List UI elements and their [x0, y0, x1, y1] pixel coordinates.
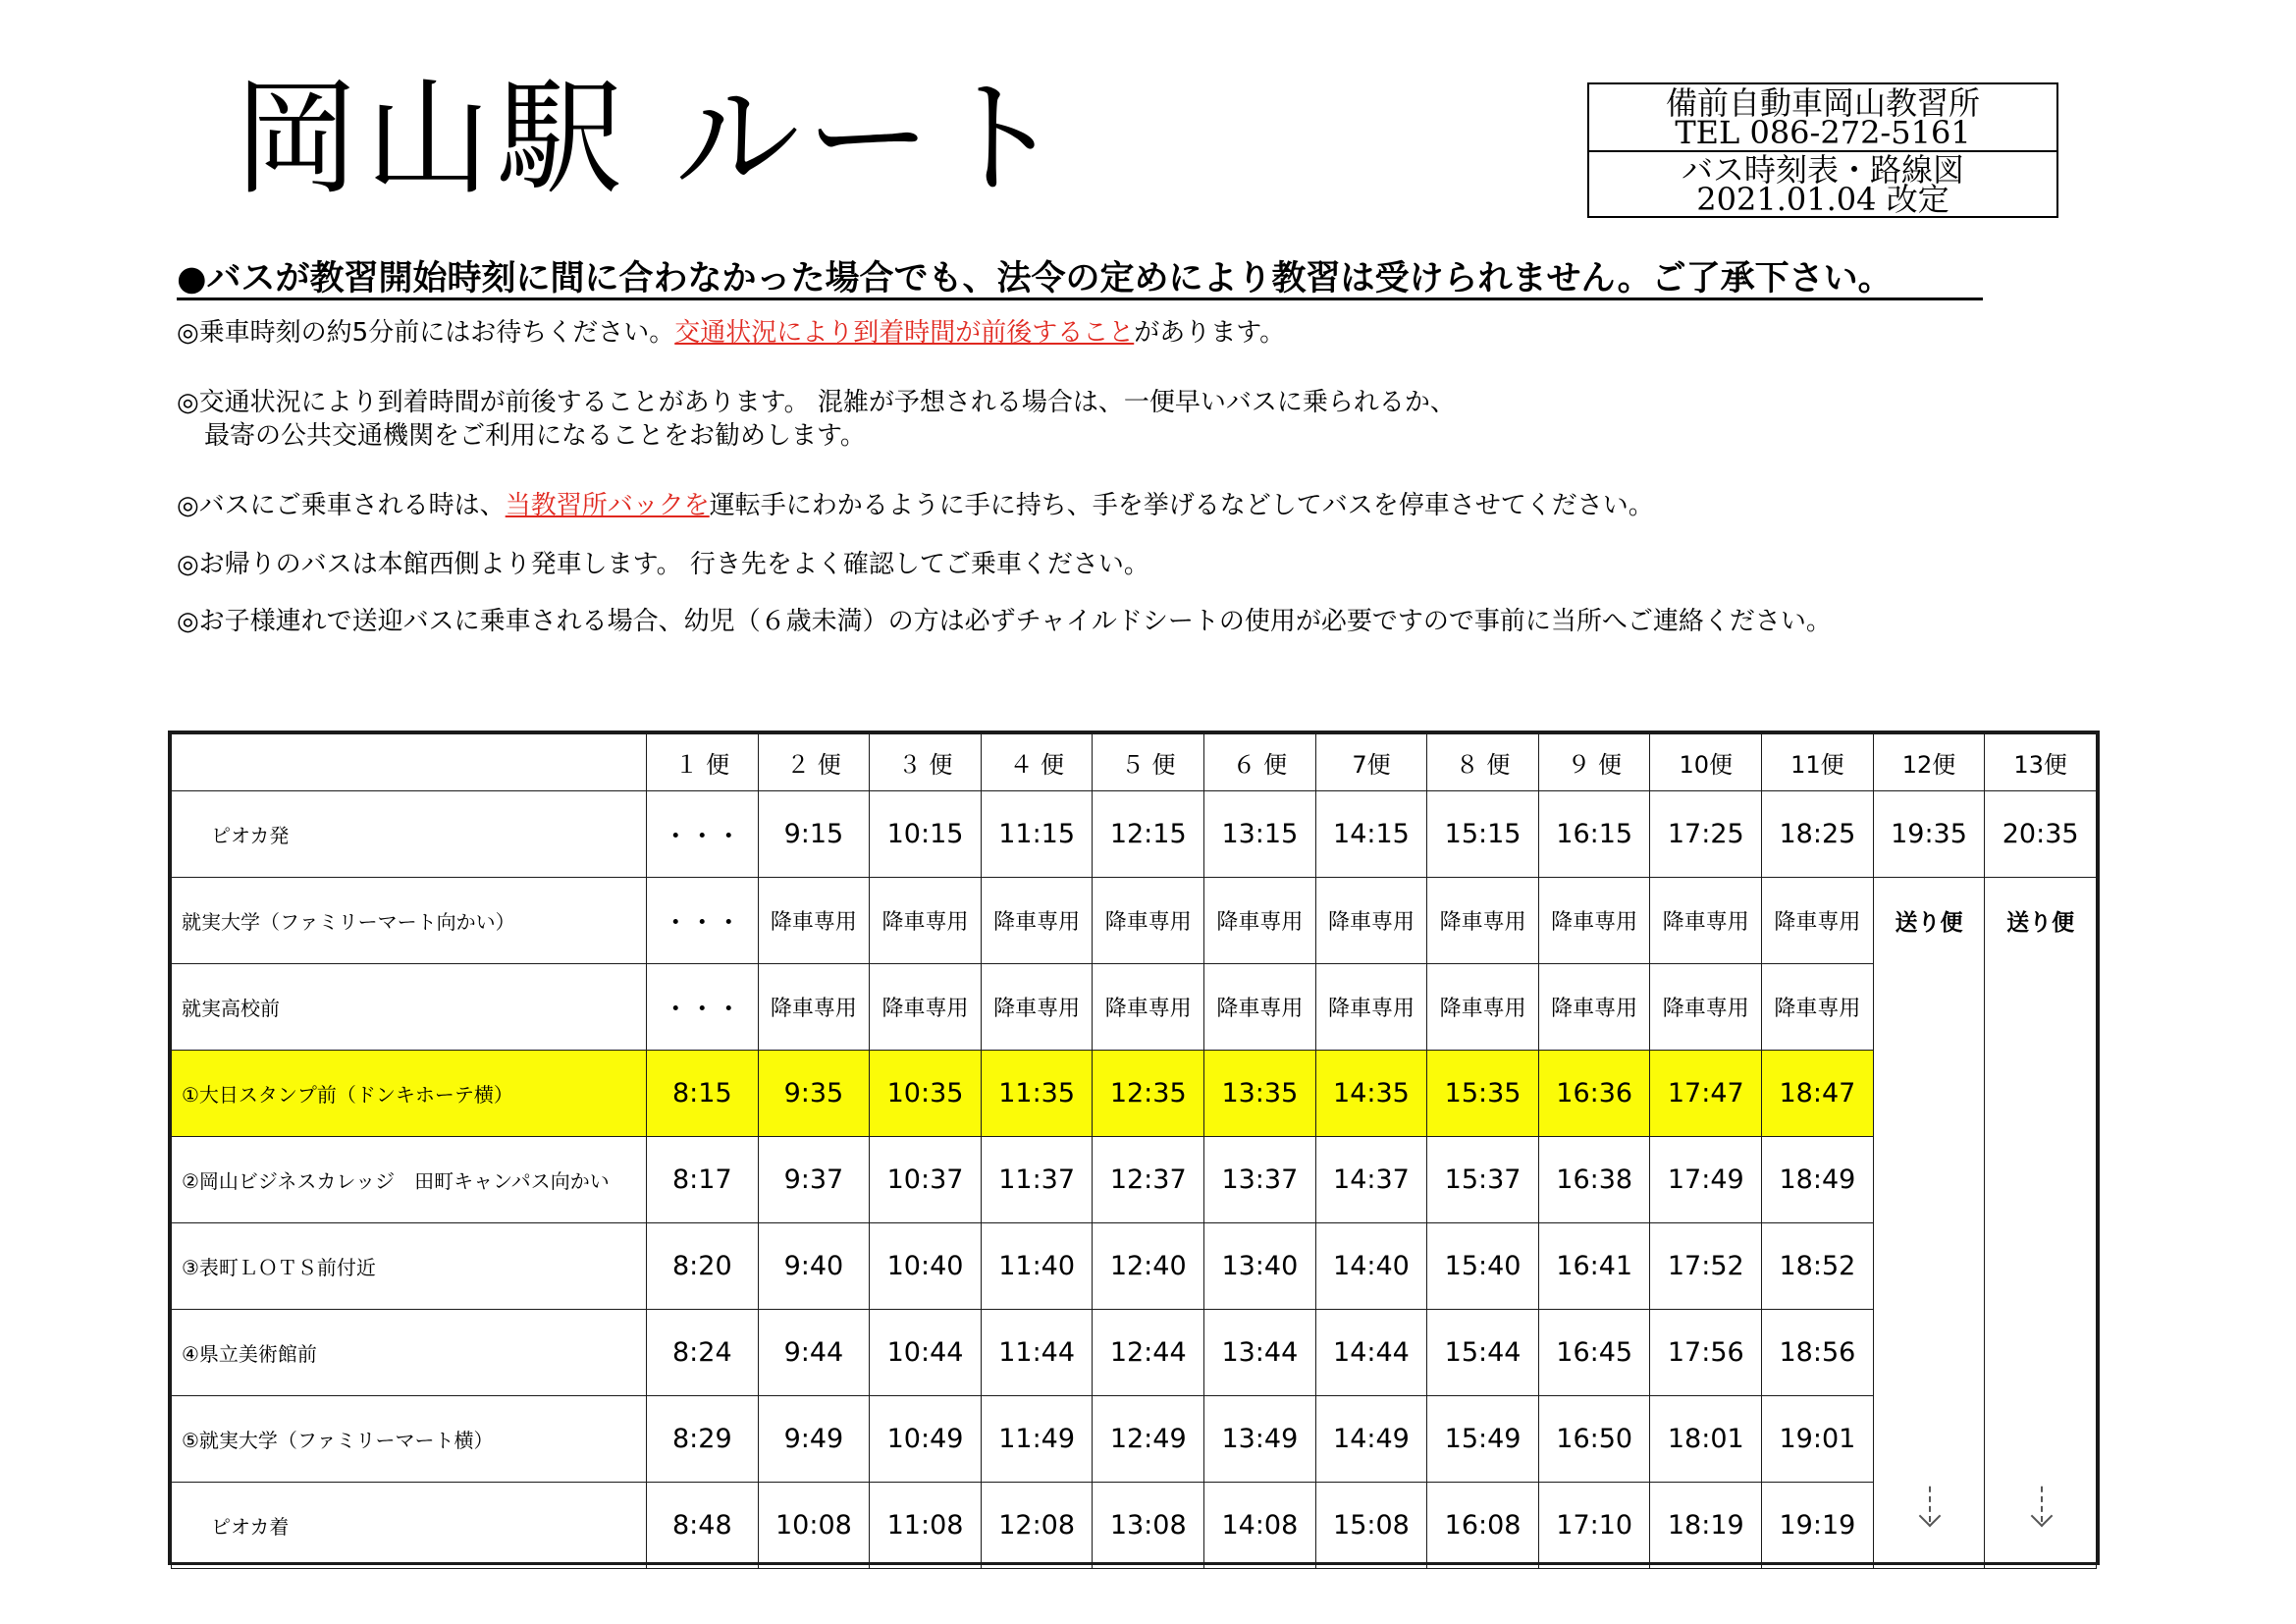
time-cell: 12:44	[1093, 1310, 1204, 1396]
time-cell: 10:40	[870, 1223, 982, 1310]
timetable	[168, 731, 2100, 1565]
main-notice: ●バスが教習開始時刻に間に合わなかった場合でも、法令の定めにより教習は受けられません。ご了承下さい。	[177, 259, 1893, 298]
time-cell: 降車専用	[1315, 878, 1427, 964]
time-cell: 18:49	[1762, 1137, 1874, 1223]
time-cell: 16:36	[1538, 1051, 1650, 1137]
send-off-label: 送り便	[1985, 878, 2097, 964]
time-cell: 12:08	[981, 1483, 1093, 1569]
time-cell: 18:19	[1650, 1483, 1762, 1569]
time-cell: 降車専用	[1427, 878, 1539, 964]
time-cell: 15:08	[1315, 1483, 1427, 1569]
header-trip: 7便	[1315, 734, 1427, 791]
time-cell: 8:29	[647, 1396, 759, 1483]
time-cell: 降車専用	[1204, 964, 1316, 1051]
time-cell: 14:15	[1315, 791, 1427, 878]
time-cell: 20:35	[1985, 791, 2097, 878]
time-cell: 10:37	[870, 1137, 982, 1223]
note-arrival-post: があります。	[1134, 318, 1286, 348]
time-cell: 8:24	[647, 1310, 759, 1396]
time-cell: ・・・	[647, 964, 759, 1051]
note-traffic	[177, 386, 1456, 453]
time-cell: 10:15	[870, 791, 982, 878]
time-cell: 降車専用	[1650, 964, 1762, 1051]
school-name: 備前自動車岡山教習所	[1665, 84, 1980, 122]
header-trip: 10便	[1650, 734, 1762, 791]
stop-name: 就実大学（ファミリーマート向かい）	[172, 878, 647, 964]
time-cell: 9:44	[758, 1310, 870, 1396]
time-cell: 16:45	[1538, 1310, 1650, 1396]
time-cell: 15:37	[1427, 1137, 1539, 1223]
header-trip: ２ 便	[758, 734, 870, 791]
empty-cell	[1985, 1137, 2097, 1223]
time-cell: 19:35	[1873, 791, 1985, 878]
stop-name: ④県立美術館前	[172, 1310, 647, 1396]
time-cell: 13:49	[1204, 1396, 1316, 1483]
time-cell: 降車専用	[758, 878, 870, 964]
timetable-row	[172, 791, 2097, 878]
time-cell: 降車専用	[870, 964, 982, 1051]
time-cell: 16:08	[1427, 1483, 1539, 1569]
time-cell: 16:50	[1538, 1396, 1650, 1483]
time-cell: 8:17	[647, 1137, 759, 1223]
time-cell: 16:15	[1538, 791, 1650, 878]
note-boarding-post: 運転手にわかるように手に持ち、手を挙げるなどしてバスを停車させてください。	[709, 491, 1654, 520]
time-cell: 14:08	[1204, 1483, 1316, 1569]
time-cell: 14:44	[1315, 1310, 1427, 1396]
empty-cell	[1873, 1051, 1985, 1137]
time-cell: 12:40	[1093, 1223, 1204, 1310]
empty-cell	[1985, 1051, 2097, 1137]
time-cell: 18:52	[1762, 1223, 1874, 1310]
stop-name: 就実高校前	[172, 964, 647, 1051]
time-cell: 15:35	[1427, 1051, 1539, 1137]
time-cell: 13:08	[1093, 1483, 1204, 1569]
note-return-bus: ◎お帰りのバスは本館西側より発車します。 行き先をよく確認してご乗車ください。	[177, 550, 1149, 579]
time-cell: 降車専用	[1762, 964, 1874, 1051]
time-cell: ・・・	[647, 791, 759, 878]
timetable-row	[172, 1310, 2097, 1396]
down-arrow-icon	[2041, 1483, 2043, 1523]
timetable-row-highlighted	[172, 1051, 2097, 1137]
send-off-arrow-cell	[1873, 1483, 1985, 1569]
time-cell: 降車専用	[1650, 878, 1762, 964]
stop-name: ③表町ＬＯＴＳ前付近	[172, 1223, 647, 1310]
time-cell: 9:37	[758, 1137, 870, 1223]
send-off-arrow-cell	[1985, 1483, 2097, 1569]
time-cell: 11:08	[870, 1483, 982, 1569]
header-trip: ３ 便	[870, 734, 982, 791]
time-cell: 降車専用	[1538, 878, 1650, 964]
time-cell: 19:19	[1762, 1483, 1874, 1569]
time-cell: 17:25	[1650, 791, 1762, 878]
time-cell: 14:40	[1315, 1223, 1427, 1310]
time-cell: 15:49	[1427, 1396, 1539, 1483]
note-boarding	[177, 489, 1654, 522]
header-trip: 11便	[1762, 734, 1874, 791]
time-cell: 降車専用	[1093, 964, 1204, 1051]
note-arrival	[177, 316, 1285, 350]
empty-cell	[1873, 1396, 1985, 1483]
time-cell: 降車専用	[870, 878, 982, 964]
header-trip: ６ 便	[1204, 734, 1316, 791]
empty-cell	[1873, 1137, 1985, 1223]
empty-cell	[1873, 964, 1985, 1051]
time-cell: ・・・	[647, 878, 759, 964]
empty-cell	[1985, 1396, 2097, 1483]
timetable-row	[172, 1137, 2097, 1223]
header-trip: 12便	[1873, 734, 1985, 791]
note-traffic-line2: 最寄の公共交通機関をご利用になることをお勧めします。	[204, 421, 866, 451]
timetable-header-row	[172, 734, 2097, 791]
time-cell: 17:10	[1538, 1483, 1650, 1569]
timetable-row	[172, 1396, 2097, 1483]
time-cell: 8:15	[647, 1051, 759, 1137]
time-cell: 17:49	[1650, 1137, 1762, 1223]
time-cell: 13:44	[1204, 1310, 1316, 1396]
empty-cell	[1985, 1310, 2097, 1396]
time-cell: 17:56	[1650, 1310, 1762, 1396]
time-cell: 11:35	[981, 1051, 1093, 1137]
empty-cell	[1873, 1310, 1985, 1396]
empty-cell	[1985, 964, 2097, 1051]
time-cell: 降車専用	[1538, 964, 1650, 1051]
time-cell: 18:25	[1762, 791, 1874, 878]
empty-cell	[1873, 1223, 1985, 1310]
time-cell: 8:48	[647, 1483, 759, 1569]
stop-name: ピオカ着	[172, 1483, 647, 1569]
note-traffic-line1: ◎交通状況により到着時間が前後することがあります。 混雑が予想される場合は、一便早いバスに乗られるか、	[177, 388, 1456, 417]
school-phone: TEL 086-272-5161	[1675, 114, 1971, 151]
time-cell: 15:40	[1427, 1223, 1539, 1310]
time-cell: 9:35	[758, 1051, 870, 1137]
header-trip: １ 便	[647, 734, 759, 791]
time-cell: 11:40	[981, 1223, 1093, 1310]
header-corner	[172, 734, 647, 791]
time-cell: 16:38	[1538, 1137, 1650, 1223]
time-cell: 14:35	[1315, 1051, 1427, 1137]
time-cell: 9:15	[758, 791, 870, 878]
school-info-box	[1587, 82, 2058, 218]
header-trip: ９ 便	[1538, 734, 1650, 791]
time-cell: 10:35	[870, 1051, 982, 1137]
header-trip: ４ 便	[981, 734, 1093, 791]
down-arrow-icon	[1929, 1483, 1931, 1523]
time-cell: 15:15	[1427, 791, 1539, 878]
note-boarding-pre: ◎バスにご乗車される時は、	[177, 491, 506, 520]
time-cell: 14:49	[1315, 1396, 1427, 1483]
time-cell: 9:49	[758, 1396, 870, 1483]
time-cell: 9:40	[758, 1223, 870, 1310]
time-cell: 19:01	[1762, 1396, 1874, 1483]
time-cell: 17:47	[1650, 1051, 1762, 1137]
time-cell: 降車専用	[1204, 878, 1316, 964]
header-trip: ５ 便	[1093, 734, 1204, 791]
stop-name: ⑤就実大学（ファミリーマート横）	[172, 1396, 647, 1483]
time-cell: 12:37	[1093, 1137, 1204, 1223]
time-cell: 12:49	[1093, 1396, 1204, 1483]
time-cell: 降車専用	[1762, 878, 1874, 964]
time-cell: 降車専用	[981, 878, 1093, 964]
time-cell: 18:47	[1762, 1051, 1874, 1137]
time-cell: 13:35	[1204, 1051, 1316, 1137]
time-cell: 13:15	[1204, 791, 1316, 878]
time-cell: 12:15	[1093, 791, 1204, 878]
notice-underline	[177, 298, 1983, 300]
stop-name: ②岡山ビジネスカレッジ 田町キャンパス向かい	[172, 1137, 647, 1223]
time-cell: 14:37	[1315, 1137, 1427, 1223]
send-off-label: 送り便	[1873, 878, 1985, 964]
time-cell: 11:49	[981, 1396, 1093, 1483]
time-cell: 降車専用	[981, 964, 1093, 1051]
doc-subtitle: バス時刻表・路線図	[1681, 151, 1964, 189]
timetable-row	[172, 1223, 2097, 1310]
page-title: 岡山駅 ルート	[234, 66, 1069, 212]
time-cell: 10:08	[758, 1483, 870, 1569]
timetable-row	[172, 878, 2097, 964]
empty-cell	[1985, 1223, 2097, 1310]
time-cell: 16:41	[1538, 1223, 1650, 1310]
time-cell: 11:37	[981, 1137, 1093, 1223]
note-arrival-emphasis: 交通状況により到着時間が前後すること	[674, 318, 1135, 348]
time-cell: 降車専用	[758, 964, 870, 1051]
time-cell: 18:01	[1650, 1396, 1762, 1483]
timetable-row	[172, 1483, 2097, 1569]
stop-name: ピオカ発	[172, 791, 647, 878]
time-cell: 17:52	[1650, 1223, 1762, 1310]
note-boarding-emphasis: 当教習所バックを	[505, 491, 710, 520]
time-cell: 11:15	[981, 791, 1093, 878]
time-cell: 11:44	[981, 1310, 1093, 1396]
header-trip: 13便	[1985, 734, 2097, 791]
revision-date: 2021.01.04 改定	[1696, 181, 1949, 218]
note-arrival-pre: ◎乗車時刻の約5分前にはお待ちください。	[177, 318, 675, 348]
time-cell: 18:56	[1762, 1310, 1874, 1396]
note-child-seat: ◎お子様連れで送迎バスに乗車される場合、幼児（６歳未満）の方は必ずチャイルドシートの使用が必要ですので事前に当所へご連絡ください。	[177, 607, 1832, 636]
time-cell: 8:20	[647, 1223, 759, 1310]
time-cell: 降車専用	[1427, 964, 1539, 1051]
stop-name: ①大日スタンプ前（ドンキホーテ横）	[172, 1051, 647, 1137]
time-cell: 降車専用	[1315, 964, 1427, 1051]
time-cell: 降車専用	[1093, 878, 1204, 964]
header-trip: ８ 便	[1427, 734, 1539, 791]
time-cell: 12:35	[1093, 1051, 1204, 1137]
time-cell: 15:44	[1427, 1310, 1539, 1396]
time-cell: 13:40	[1204, 1223, 1316, 1310]
time-cell: 10:44	[870, 1310, 982, 1396]
time-cell: 13:37	[1204, 1137, 1316, 1223]
time-cell: 10:49	[870, 1396, 982, 1483]
timetable-row	[172, 964, 2097, 1051]
